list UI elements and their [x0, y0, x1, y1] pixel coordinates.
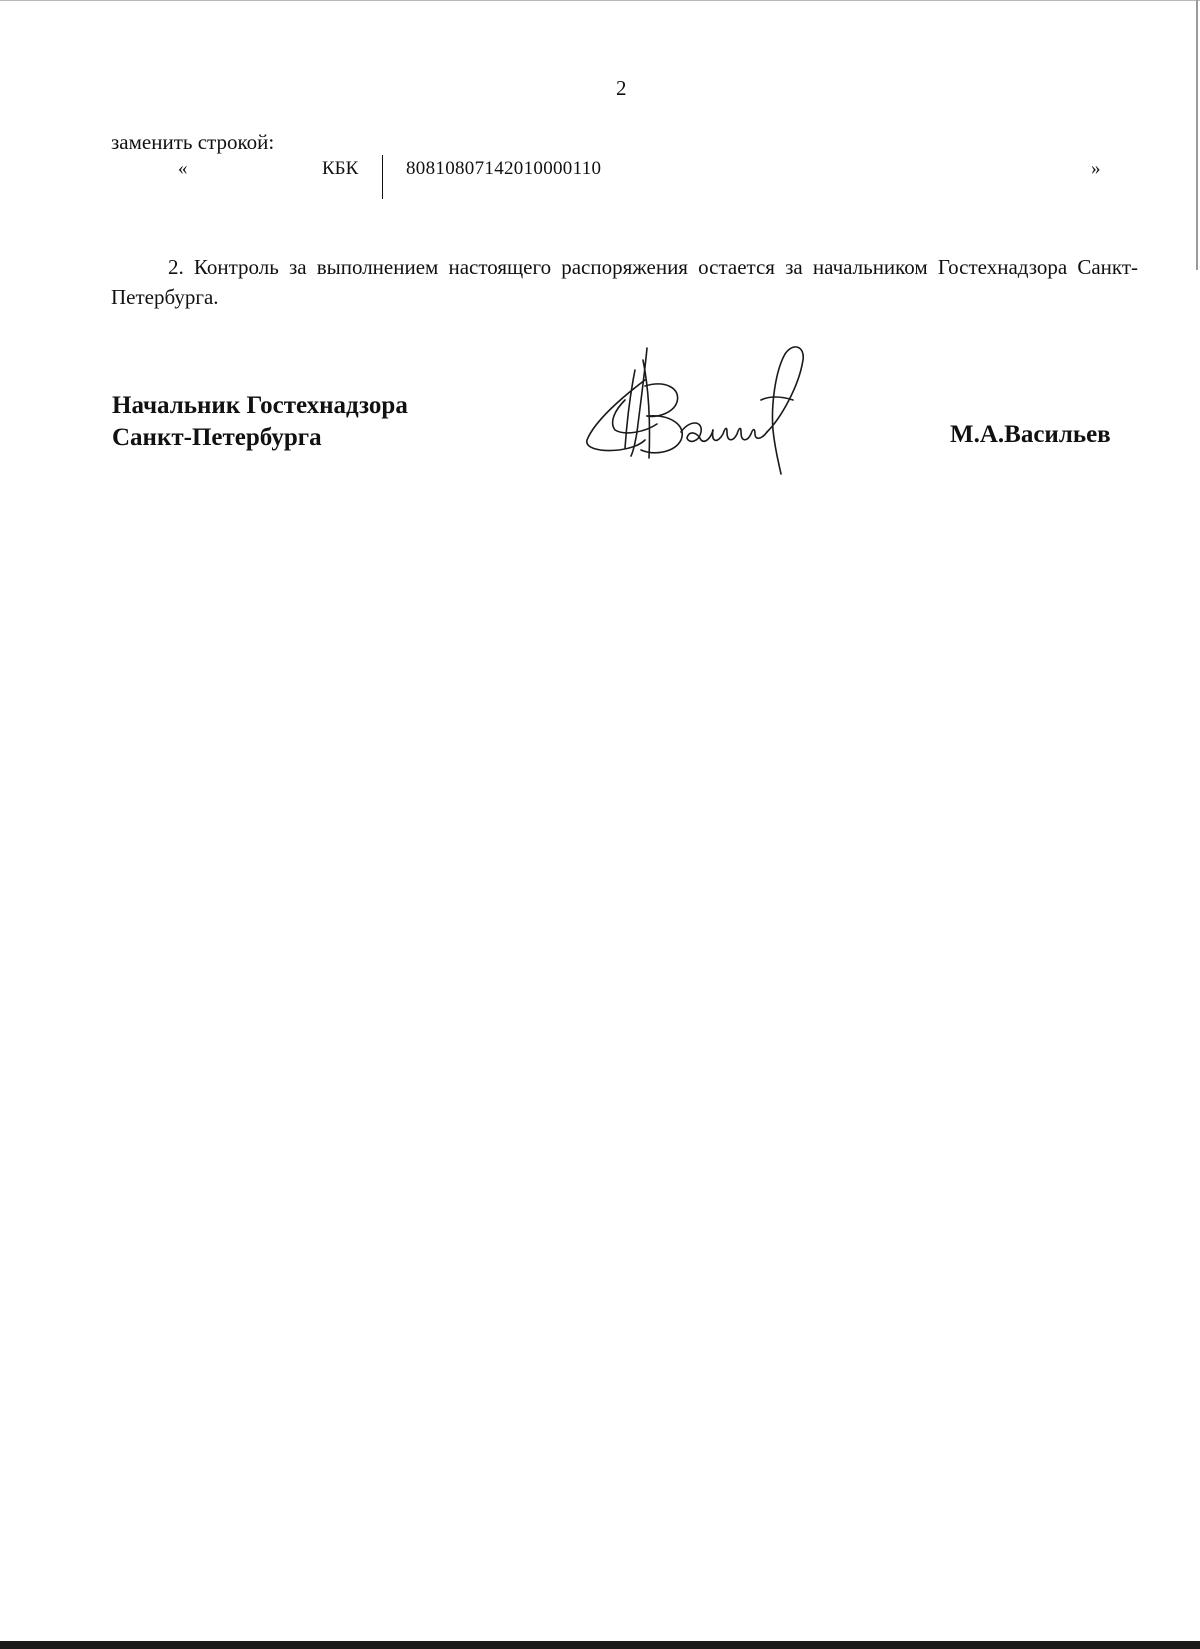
- handwritten-signature: [585, 340, 835, 475]
- kbk-code: 80810807142010000110: [406, 158, 602, 179]
- intro-text: заменить строкой:: [111, 130, 275, 154]
- open-quote: «: [178, 158, 188, 179]
- page-number: 2: [616, 76, 627, 100]
- close-quote: »: [1091, 158, 1101, 179]
- scan-edge-bottom: [0, 1641, 1200, 1649]
- scan-edge-right: [1196, 0, 1198, 270]
- signatory-title-line-2: Санкт-Петербурга: [112, 424, 322, 451]
- signatory-title: [112, 390, 408, 454]
- scan-edge-top: [0, 0, 1200, 1]
- signatory-title-line-1: Начальник Гостехнадзора: [112, 392, 408, 419]
- kbk-divider: [382, 155, 383, 199]
- kbk-label: КБК: [322, 158, 359, 179]
- signatory-name: М.А.Васильев: [950, 421, 1111, 448]
- paragraph-2: 2. Контроль за выполнением настоящего распоряжения остается за начальником Гостехнадзора Санкт-Петербурга.: [111, 255, 1138, 309]
